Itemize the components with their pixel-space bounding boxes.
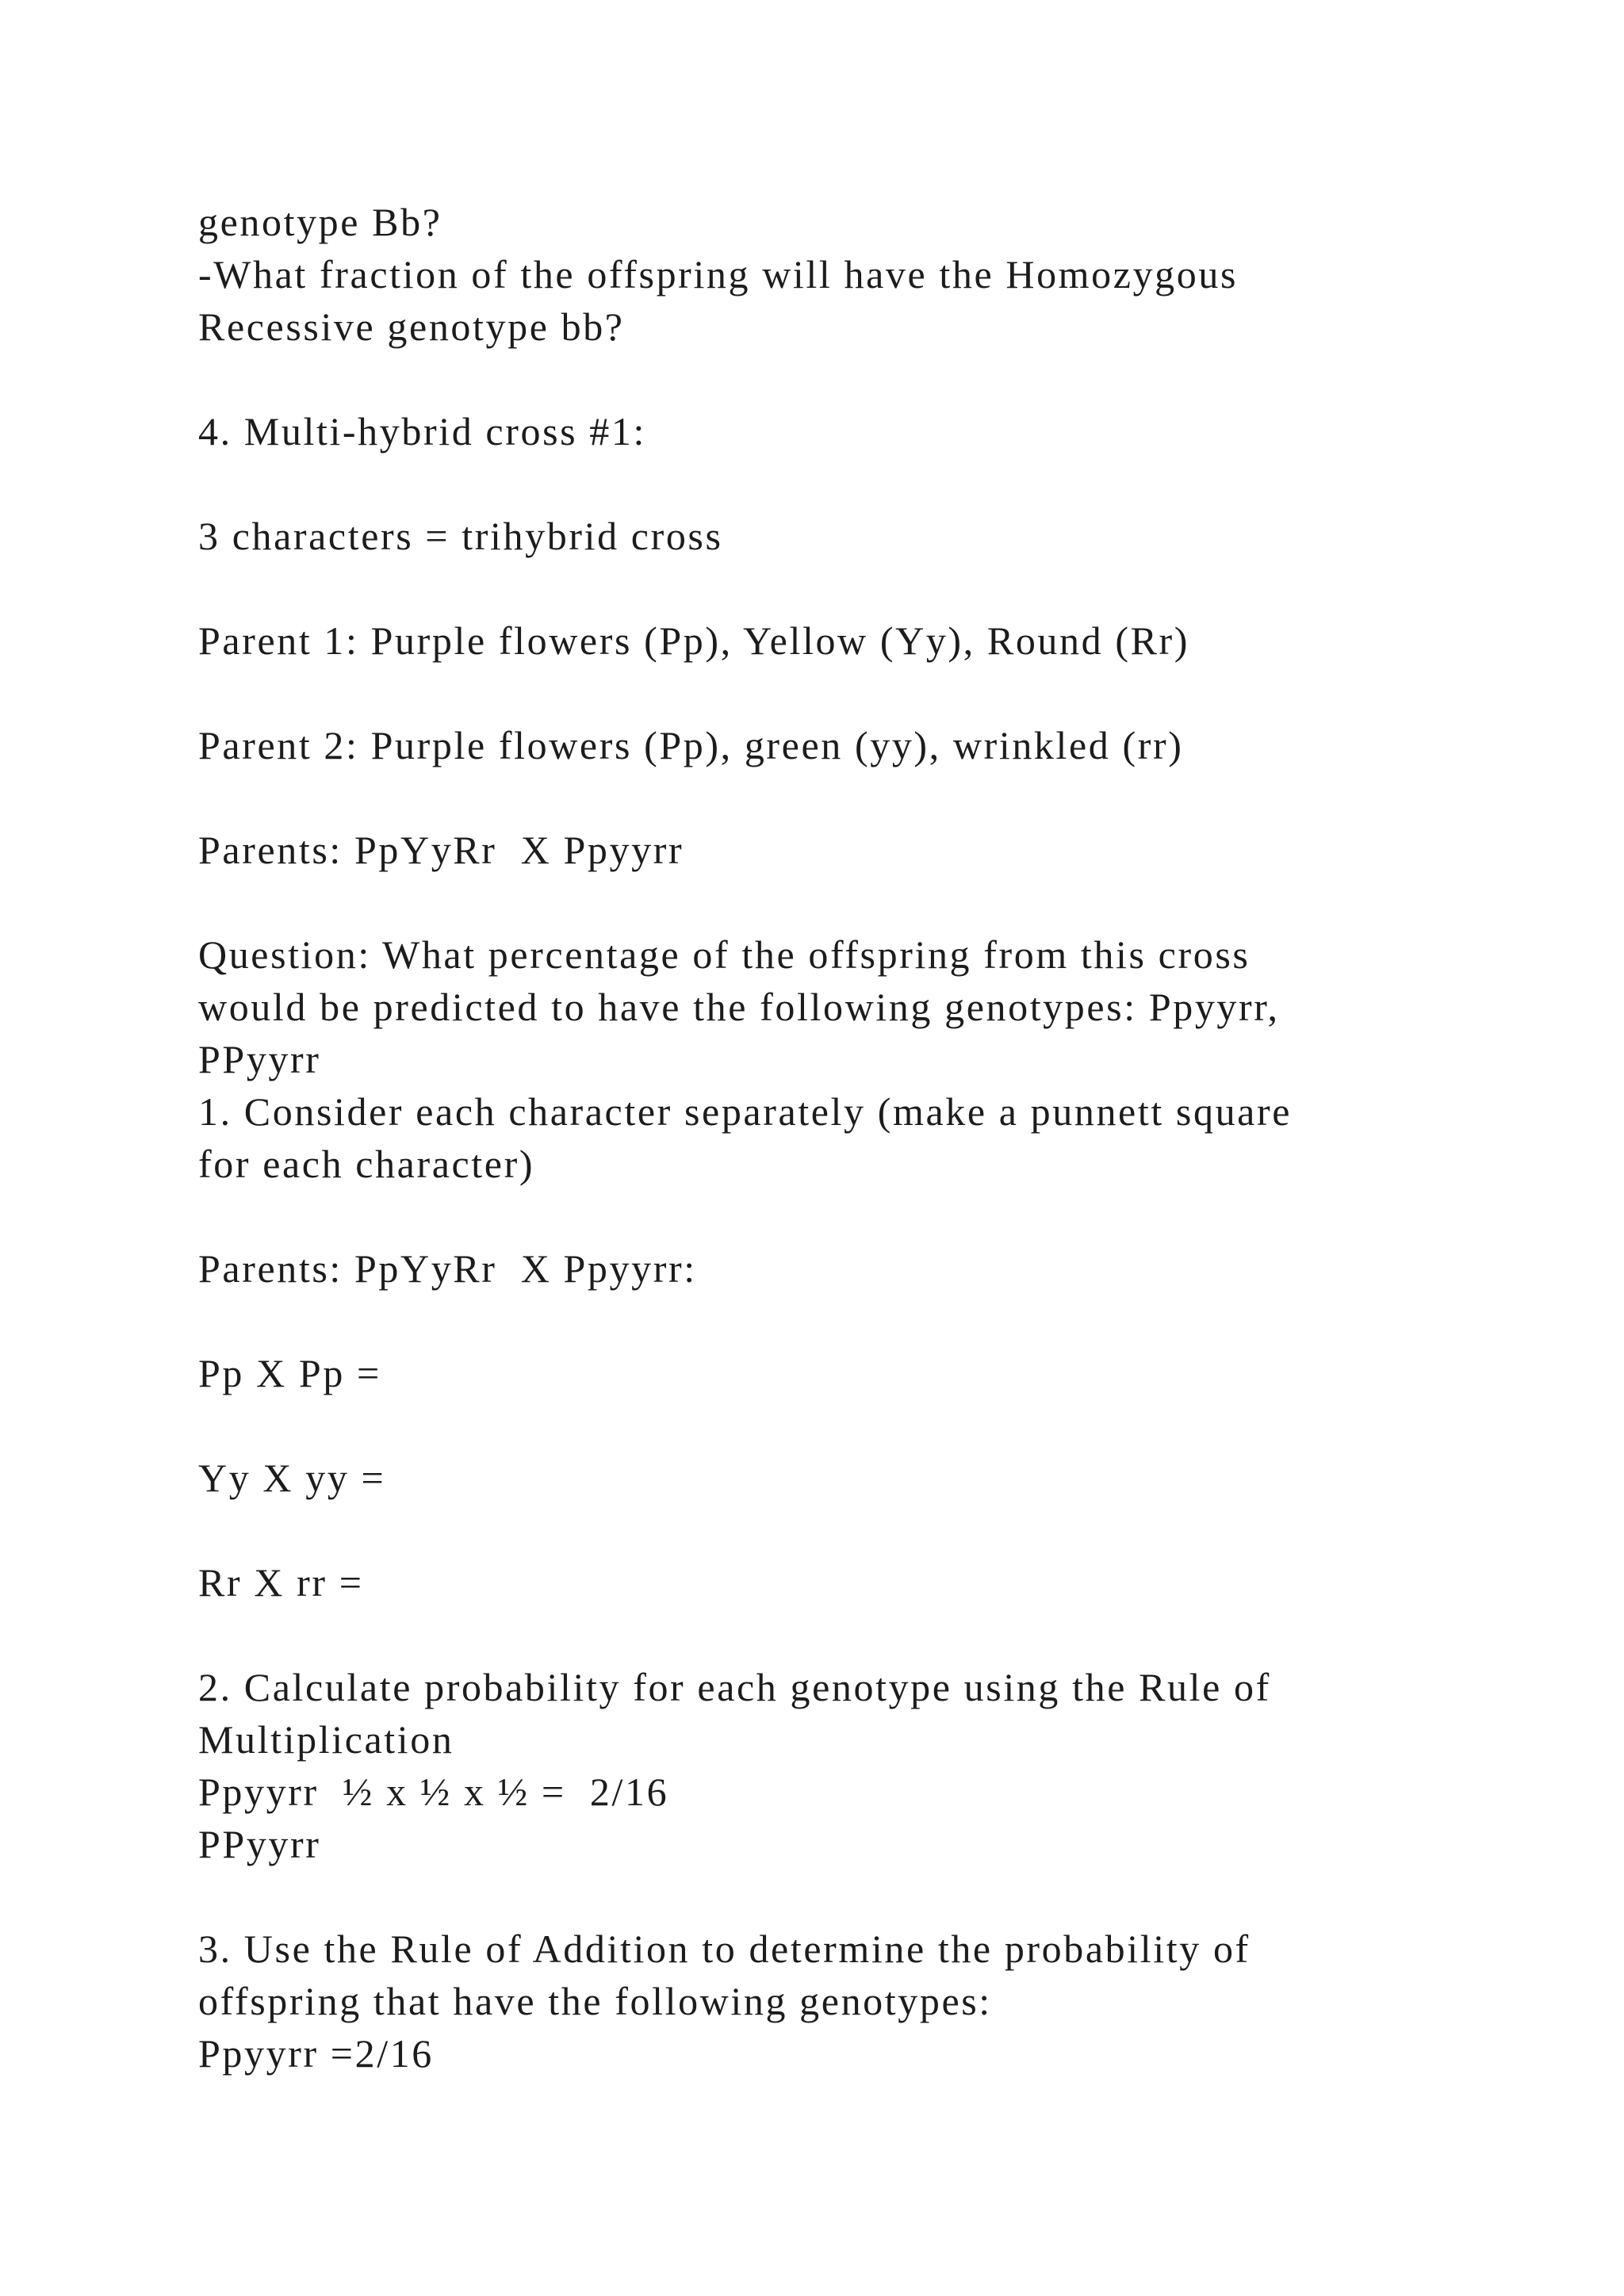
text-line: Yy X yy = <box>198 1456 386 1500</box>
text-line: would be predicted to have the following genotypes: Ppyyrr, <box>198 985 1280 1029</box>
text-line: 1. Consider each character separately (make a punnett square <box>198 1089 1293 1134</box>
text-line: -What fraction of the offspring will have the Homozygous <box>198 252 1239 297</box>
text-line: Multiplication <box>198 1717 454 1762</box>
text-line: PPyyrr <box>198 1037 321 1081</box>
text-line: 3. Use the Rule of Addition to determine the probability of <box>198 1927 1251 1971</box>
text-line: 2. Calculate probability for each genotype using the Rule of <box>198 1665 1271 1709</box>
text-line: Parents: PpYyRr X Ppyyrr <box>198 828 684 872</box>
section-heading: 4. Multi-hybrid cross #1: <box>198 409 646 453</box>
blank-line <box>198 457 1467 510</box>
text-line: genotype Bb? <box>198 200 442 244</box>
text-line: Pp X Pp = <box>198 1351 381 1395</box>
text-line: offspring that have the following genotypes: <box>198 1979 992 2023</box>
blank-line <box>198 1504 1467 1556</box>
text-line: Recessive genotype bb? <box>198 304 625 349</box>
blank-line <box>198 1190 1467 1242</box>
text-line: Rr X rr = <box>198 1560 364 1605</box>
blank-line <box>198 667 1467 719</box>
blank-line <box>198 562 1467 614</box>
blank-line <box>198 353 1467 405</box>
text-line: Parent 1: Purple flowers (Pp), Yellow (Yy), Round (Rr) <box>198 618 1190 663</box>
text-line: for each character) <box>198 1142 535 1186</box>
text-line: Question: What percentage of the offspring from this cross <box>198 932 1251 977</box>
text-line: Parents: PpYyRr X Ppyyrr: <box>198 1246 697 1291</box>
blank-line <box>198 1609 1467 1661</box>
blank-line <box>198 876 1467 928</box>
blank-line <box>198 1399 1467 1452</box>
blank-line <box>198 771 1467 824</box>
document-body <box>198 196 1467 2080</box>
text-line: Ppyyrr =2/16 <box>198 2031 434 2076</box>
text-line: 3 characters = trihybrid cross <box>198 514 723 558</box>
text-line: Ppyyrr ½ x ½ x ½ = 2/16 <box>198 1770 669 1814</box>
blank-line <box>198 1295 1467 1347</box>
blank-line <box>198 1870 1467 1923</box>
text-line: PPyyrr <box>198 1822 321 1866</box>
text-line: Parent 2: Purple flowers (Pp), green (yy), wrinkled (rr) <box>198 723 1184 767</box>
